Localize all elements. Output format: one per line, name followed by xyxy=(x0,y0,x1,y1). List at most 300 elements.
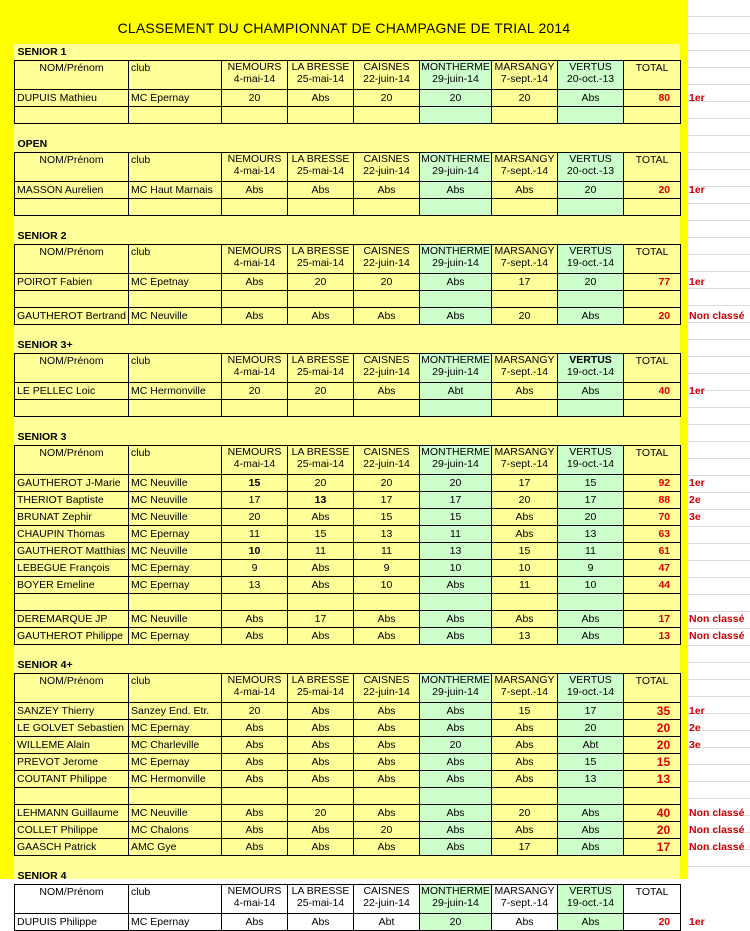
competitor-club: MC Neuville xyxy=(129,805,222,822)
header-total: TOTAL xyxy=(624,354,681,383)
event-date: 4-mai-14 xyxy=(233,257,276,269)
competitor-name: SANZEY Thierry xyxy=(15,703,129,720)
results-table xyxy=(14,44,681,931)
rank-label: 1er xyxy=(689,477,705,489)
header-event xyxy=(420,674,492,703)
rank-label: Non classé xyxy=(689,310,745,322)
header-club: club xyxy=(129,245,222,274)
rank-label: 1er xyxy=(689,276,705,288)
blank-cell xyxy=(354,291,420,308)
event-score: Abs xyxy=(222,274,288,291)
header-event xyxy=(288,153,354,182)
blank-cell xyxy=(288,594,354,611)
event-date: 7-sept.-14 xyxy=(500,366,549,378)
event-score: 13 xyxy=(558,526,624,543)
event-date: 7-sept.-14 xyxy=(500,897,549,909)
event-score: 20 xyxy=(288,383,354,400)
blank-cell xyxy=(129,788,222,805)
event-name: LA BRESSE xyxy=(291,674,350,686)
event-score: 20 xyxy=(558,182,624,199)
event-date: 22-juin-14 xyxy=(363,686,410,698)
event-name: NEMOURS xyxy=(227,674,282,686)
competitor-club: MC Neuville xyxy=(129,543,222,560)
rank-label: 2e xyxy=(689,494,701,506)
competitor-club: MC Epernay xyxy=(129,560,222,577)
section-title: SENIOR 3 xyxy=(17,431,67,443)
competitor-club: MC Hermonville xyxy=(129,771,222,788)
event-score: 20 xyxy=(222,703,288,720)
event-score: Abs xyxy=(420,182,492,199)
competitor-row xyxy=(15,475,681,492)
event-score: 20 xyxy=(354,822,420,839)
event-score: 20 xyxy=(420,90,492,107)
competitor-club: MC Hermonville xyxy=(129,383,222,400)
header-row xyxy=(15,885,681,914)
header-event xyxy=(354,446,420,475)
blank-cell xyxy=(624,199,681,216)
competitor-name: COLLET Philippe xyxy=(15,822,129,839)
event-score: 17 xyxy=(222,492,288,509)
event-date: 22-juin-14 xyxy=(363,366,410,378)
event-score: Abs xyxy=(492,526,558,543)
blank-cell xyxy=(222,594,288,611)
header-event xyxy=(558,446,624,475)
blank-cell xyxy=(288,788,354,805)
blank-cell xyxy=(15,788,129,805)
event-name: CAISNES xyxy=(363,245,410,257)
rank-label: Non classé xyxy=(689,807,745,819)
event-date: 29-juin-14 xyxy=(432,73,479,85)
event-name: NEMOURS xyxy=(227,446,282,458)
blank-cell xyxy=(558,199,624,216)
event-score: Abs xyxy=(288,560,354,577)
blank-cell xyxy=(420,291,492,308)
header-club: club xyxy=(129,446,222,475)
competitor-name: POIROT Fabien xyxy=(15,274,129,291)
header-total: TOTAL xyxy=(624,61,681,90)
competitor-name: DEREMARQUE JP xyxy=(15,611,129,628)
header-name: NOM/Prénom xyxy=(15,153,129,182)
event-score: 13 xyxy=(222,577,288,594)
event-date: 29-juin-14 xyxy=(432,165,479,177)
header-event xyxy=(492,354,558,383)
event-score: Abs xyxy=(288,182,354,199)
event-score: 17 xyxy=(492,274,558,291)
total-score: 20 xyxy=(624,822,681,839)
header-name: NOM/Prénom xyxy=(15,61,129,90)
event-score: Abs xyxy=(222,822,288,839)
header-event xyxy=(354,61,420,90)
event-score: 10 xyxy=(222,543,288,560)
header-event xyxy=(222,153,288,182)
event-date: 4-mai-14 xyxy=(233,458,276,470)
competitor-row xyxy=(15,914,681,931)
event-date: 20-oct.-13 xyxy=(566,73,615,85)
event-name: LA BRESSE xyxy=(291,153,350,165)
competitor-name: BOYER Emeline xyxy=(15,577,129,594)
header-event xyxy=(420,446,492,475)
header-event xyxy=(354,153,420,182)
event-date: 4-mai-14 xyxy=(233,897,276,909)
blank-cell xyxy=(354,199,420,216)
event-score: 20 xyxy=(222,509,288,526)
event-score: Abs xyxy=(420,611,492,628)
section-gap xyxy=(15,216,681,229)
competitor-club: MC Neuville xyxy=(129,611,222,628)
competitor-row xyxy=(15,182,681,199)
header-event xyxy=(288,61,354,90)
rank-label: 3e xyxy=(689,739,701,751)
event-date: 22-juin-14 xyxy=(363,897,410,909)
section-title: SENIOR 4 xyxy=(17,870,67,882)
section-gap xyxy=(15,325,681,338)
blank-cell xyxy=(354,400,420,417)
event-name: MONTHERME xyxy=(421,674,490,686)
event-score: Abs xyxy=(222,805,288,822)
rank-label: 3e xyxy=(689,511,701,523)
blank-cell xyxy=(129,107,222,124)
event-score: Abs xyxy=(354,182,420,199)
event-score: Abs xyxy=(288,822,354,839)
blank-cell xyxy=(15,400,129,417)
section-gap xyxy=(15,417,681,430)
competitor-club: MC Neuville xyxy=(129,509,222,526)
total-score: 20 xyxy=(624,308,681,325)
section-title: SENIOR 3+ xyxy=(17,339,73,351)
event-date: 22-juin-14 xyxy=(363,257,410,269)
event-score: Abs xyxy=(558,914,624,931)
blank-cell xyxy=(15,594,129,611)
blank-cell xyxy=(420,594,492,611)
blank-cell xyxy=(624,107,681,124)
event-score: Abs xyxy=(288,754,354,771)
competitor-name: GAUTHEROT Bertrand xyxy=(15,308,129,325)
page-title: CLASSEMENT DU CHAMPIONNAT DE CHAMPAGNE DE TRIAL 2014 xyxy=(117,20,571,36)
header-event xyxy=(492,885,558,914)
event-date: 22-juin-14 xyxy=(363,165,410,177)
header-event xyxy=(420,153,492,182)
event-score: Abs xyxy=(420,308,492,325)
event-name: NEMOURS xyxy=(227,354,282,366)
event-score: Abs xyxy=(288,737,354,754)
header-row xyxy=(15,354,681,383)
event-score: 17 xyxy=(288,611,354,628)
blank-cell xyxy=(222,400,288,417)
competitor-name: GAUTHEROT J-Marie xyxy=(15,475,129,492)
competitor-row xyxy=(15,274,681,291)
event-score: 9 xyxy=(558,560,624,577)
header-total: TOTAL xyxy=(624,674,681,703)
event-score: 20 xyxy=(420,737,492,754)
header-event xyxy=(354,354,420,383)
event-score: 15 xyxy=(288,526,354,543)
rank-label: 2e xyxy=(689,722,701,734)
header-row xyxy=(15,674,681,703)
competitor-club: MC Neuville xyxy=(129,475,222,492)
event-score: Abs xyxy=(492,611,558,628)
competitor-row xyxy=(15,771,681,788)
event-date: 25-mai-14 xyxy=(296,686,345,698)
competitor-row xyxy=(15,509,681,526)
header-event xyxy=(492,61,558,90)
competitor-row xyxy=(15,526,681,543)
event-score: Abs xyxy=(288,720,354,737)
total-score: 61 xyxy=(624,543,681,560)
event-name: LA BRESSE xyxy=(291,885,350,897)
header-row xyxy=(15,153,681,182)
event-score: 11 xyxy=(420,526,492,543)
total-score: 20 xyxy=(624,737,681,754)
blank-cell xyxy=(558,107,624,124)
event-score: Abs xyxy=(558,822,624,839)
event-score: 20 xyxy=(222,90,288,107)
header-event xyxy=(222,885,288,914)
event-date: 29-juin-14 xyxy=(432,257,479,269)
event-score: 13 xyxy=(420,543,492,560)
blank-cell xyxy=(354,107,420,124)
event-score: Abs xyxy=(420,771,492,788)
header-club: club xyxy=(129,153,222,182)
event-score: Abs xyxy=(420,754,492,771)
competitor-club: MC Charleville xyxy=(129,737,222,754)
event-score: Abs xyxy=(492,737,558,754)
event-name: LA BRESSE xyxy=(291,354,350,366)
event-score: 20 xyxy=(222,383,288,400)
total-score: 15 xyxy=(624,754,681,771)
header-event xyxy=(222,61,288,90)
event-score: Abs xyxy=(222,182,288,199)
competitor-row xyxy=(15,577,681,594)
competitor-club: MC Epernay xyxy=(129,628,222,645)
event-score: 15 xyxy=(354,509,420,526)
competitor-row xyxy=(15,308,681,325)
event-score: Abs xyxy=(222,914,288,931)
event-date: 25-mai-14 xyxy=(296,366,345,378)
event-score: 20 xyxy=(288,805,354,822)
total-score: 20 xyxy=(624,182,681,199)
event-date: 19-oct.-14 xyxy=(566,897,615,909)
event-name: MONTHERME xyxy=(421,885,490,897)
blank-cell xyxy=(129,199,222,216)
event-score: 11 xyxy=(222,526,288,543)
event-score: 20 xyxy=(492,805,558,822)
event-name: VERTUS xyxy=(569,153,612,165)
rank-label: 1er xyxy=(689,184,705,196)
total-score: 40 xyxy=(624,383,681,400)
section-title: SENIOR 4+ xyxy=(17,659,73,671)
event-name: VERTUS xyxy=(569,674,612,686)
event-name: VERTUS xyxy=(569,885,612,897)
header-event xyxy=(558,153,624,182)
header-event xyxy=(222,245,288,274)
header-event xyxy=(492,245,558,274)
header-event xyxy=(354,674,420,703)
section-gap xyxy=(15,124,681,137)
event-score: 11 xyxy=(558,543,624,560)
header-event xyxy=(558,61,624,90)
header-event xyxy=(420,354,492,383)
competitor-row xyxy=(15,822,681,839)
header-event xyxy=(492,446,558,475)
event-date: 7-sept.-14 xyxy=(500,165,549,177)
rank-label: 1er xyxy=(689,92,705,104)
event-name: LA BRESSE xyxy=(291,446,350,458)
competitor-row xyxy=(15,805,681,822)
event-score: 10 xyxy=(492,560,558,577)
competitor-club: MC Neuville xyxy=(129,308,222,325)
header-name: NOM/Prénom xyxy=(15,674,129,703)
event-date: 29-juin-14 xyxy=(432,897,479,909)
event-score: Abs xyxy=(492,720,558,737)
total-score: 88 xyxy=(624,492,681,509)
event-score: Abs xyxy=(288,703,354,720)
blank-cell xyxy=(222,199,288,216)
event-date: 29-juin-14 xyxy=(432,366,479,378)
event-score: Abs xyxy=(354,611,420,628)
event-name: MONTHERME xyxy=(421,61,490,73)
event-score: Abs xyxy=(420,274,492,291)
header-club: club xyxy=(129,674,222,703)
header-name: NOM/Prénom xyxy=(15,446,129,475)
competitor-name: MASSON Aurelien xyxy=(15,182,129,199)
header-event xyxy=(558,354,624,383)
competitor-row xyxy=(15,839,681,856)
header-event xyxy=(354,885,420,914)
total-score: 20 xyxy=(624,720,681,737)
header-event xyxy=(354,245,420,274)
event-name: MONTHERME xyxy=(421,245,490,257)
total-score: 17 xyxy=(624,611,681,628)
event-name: MARSANGY xyxy=(494,245,555,257)
event-date: 29-juin-14 xyxy=(432,458,479,470)
blank-cell xyxy=(354,788,420,805)
competitor-row xyxy=(15,383,681,400)
rank-label: 1er xyxy=(689,916,705,928)
header-name: NOM/Prénom xyxy=(15,245,129,274)
event-score: Abs xyxy=(222,771,288,788)
event-name: LA BRESSE xyxy=(291,61,350,73)
blank-cell xyxy=(624,788,681,805)
event-date: 25-mai-14 xyxy=(296,257,345,269)
event-date: 7-sept.-14 xyxy=(500,686,549,698)
event-name: VERTUS xyxy=(569,245,612,257)
event-score: 17 xyxy=(558,492,624,509)
header-event xyxy=(420,245,492,274)
competitor-club: MC Epernay xyxy=(129,914,222,931)
event-name: NEMOURS xyxy=(227,153,282,165)
competitor-name: LE PELLEC Loic xyxy=(15,383,129,400)
competitor-club: MC Epernay xyxy=(129,754,222,771)
event-score: 17 xyxy=(492,839,558,856)
blank-cell xyxy=(492,199,558,216)
event-score: Abs xyxy=(420,628,492,645)
event-score: 20 xyxy=(558,509,624,526)
event-score: Abs xyxy=(354,737,420,754)
event-score: Abs xyxy=(288,308,354,325)
event-score: 20 xyxy=(354,90,420,107)
blank-cell xyxy=(15,199,129,216)
total-score: 63 xyxy=(624,526,681,543)
blank-cell xyxy=(492,594,558,611)
event-score: Abs xyxy=(558,90,624,107)
event-name: MARSANGY xyxy=(494,446,555,458)
header-total: TOTAL xyxy=(624,245,681,274)
event-score: 13 xyxy=(288,492,354,509)
event-score: 15 xyxy=(222,475,288,492)
event-score: 20 xyxy=(288,475,354,492)
header-event xyxy=(288,446,354,475)
rank-label: Non classé xyxy=(689,630,745,642)
event-score: Abs xyxy=(222,839,288,856)
event-score: Abs xyxy=(558,839,624,856)
section-title: SENIOR 1 xyxy=(17,46,67,58)
header-total: TOTAL xyxy=(624,153,681,182)
event-score: Abs xyxy=(354,805,420,822)
event-score: 20 xyxy=(354,274,420,291)
competitor-name: DUPUIS Philippe xyxy=(15,914,129,931)
total-score: 44 xyxy=(624,577,681,594)
event-score: Abs xyxy=(222,720,288,737)
event-score: Abs xyxy=(558,611,624,628)
header-row xyxy=(15,446,681,475)
event-score: Abs xyxy=(288,90,354,107)
event-score: 20 xyxy=(288,274,354,291)
total-score: 13 xyxy=(624,771,681,788)
event-score: Abt xyxy=(354,914,420,931)
competitor-name: THERIOT Baptiste xyxy=(15,492,129,509)
event-score: 11 xyxy=(354,543,420,560)
event-score: Abs xyxy=(558,383,624,400)
event-score: Abs xyxy=(288,771,354,788)
header-event xyxy=(288,885,354,914)
event-score: Abs xyxy=(492,509,558,526)
event-name: VERTUS xyxy=(569,61,612,73)
event-score: Abs xyxy=(354,703,420,720)
event-date: 4-mai-14 xyxy=(233,366,276,378)
header-row xyxy=(15,245,681,274)
header-event xyxy=(222,354,288,383)
total-score: 70 xyxy=(624,509,681,526)
event-name: MARSANGY xyxy=(494,61,555,73)
blank-cell xyxy=(420,199,492,216)
event-date: 4-mai-14 xyxy=(233,165,276,177)
blank-cell xyxy=(624,594,681,611)
blank-cell xyxy=(492,788,558,805)
blank-cell xyxy=(492,107,558,124)
competitor-name: CHAUPIN Thomas xyxy=(15,526,129,543)
blank-cell xyxy=(288,107,354,124)
event-score: Abs xyxy=(492,383,558,400)
event-score: Abs xyxy=(420,805,492,822)
event-score: 13 xyxy=(558,771,624,788)
event-score: Abs xyxy=(558,805,624,822)
event-score: Abs xyxy=(288,509,354,526)
competitor-name: LEHMANN Guillaume xyxy=(15,805,129,822)
blank-cell xyxy=(15,291,129,308)
event-name: CAISNES xyxy=(363,61,410,73)
event-score: 13 xyxy=(492,628,558,645)
competitor-name: WILLEME Alain xyxy=(15,737,129,754)
event-score: 11 xyxy=(492,577,558,594)
event-score: Abs xyxy=(558,308,624,325)
blank-cell xyxy=(288,291,354,308)
event-date: 7-sept.-14 xyxy=(500,257,549,269)
header-row xyxy=(15,61,681,90)
competitor-club: MC Neuville xyxy=(129,492,222,509)
competitor-name: COUTANT Philippe xyxy=(15,771,129,788)
event-score: Abs xyxy=(492,914,558,931)
blank-cell xyxy=(420,107,492,124)
